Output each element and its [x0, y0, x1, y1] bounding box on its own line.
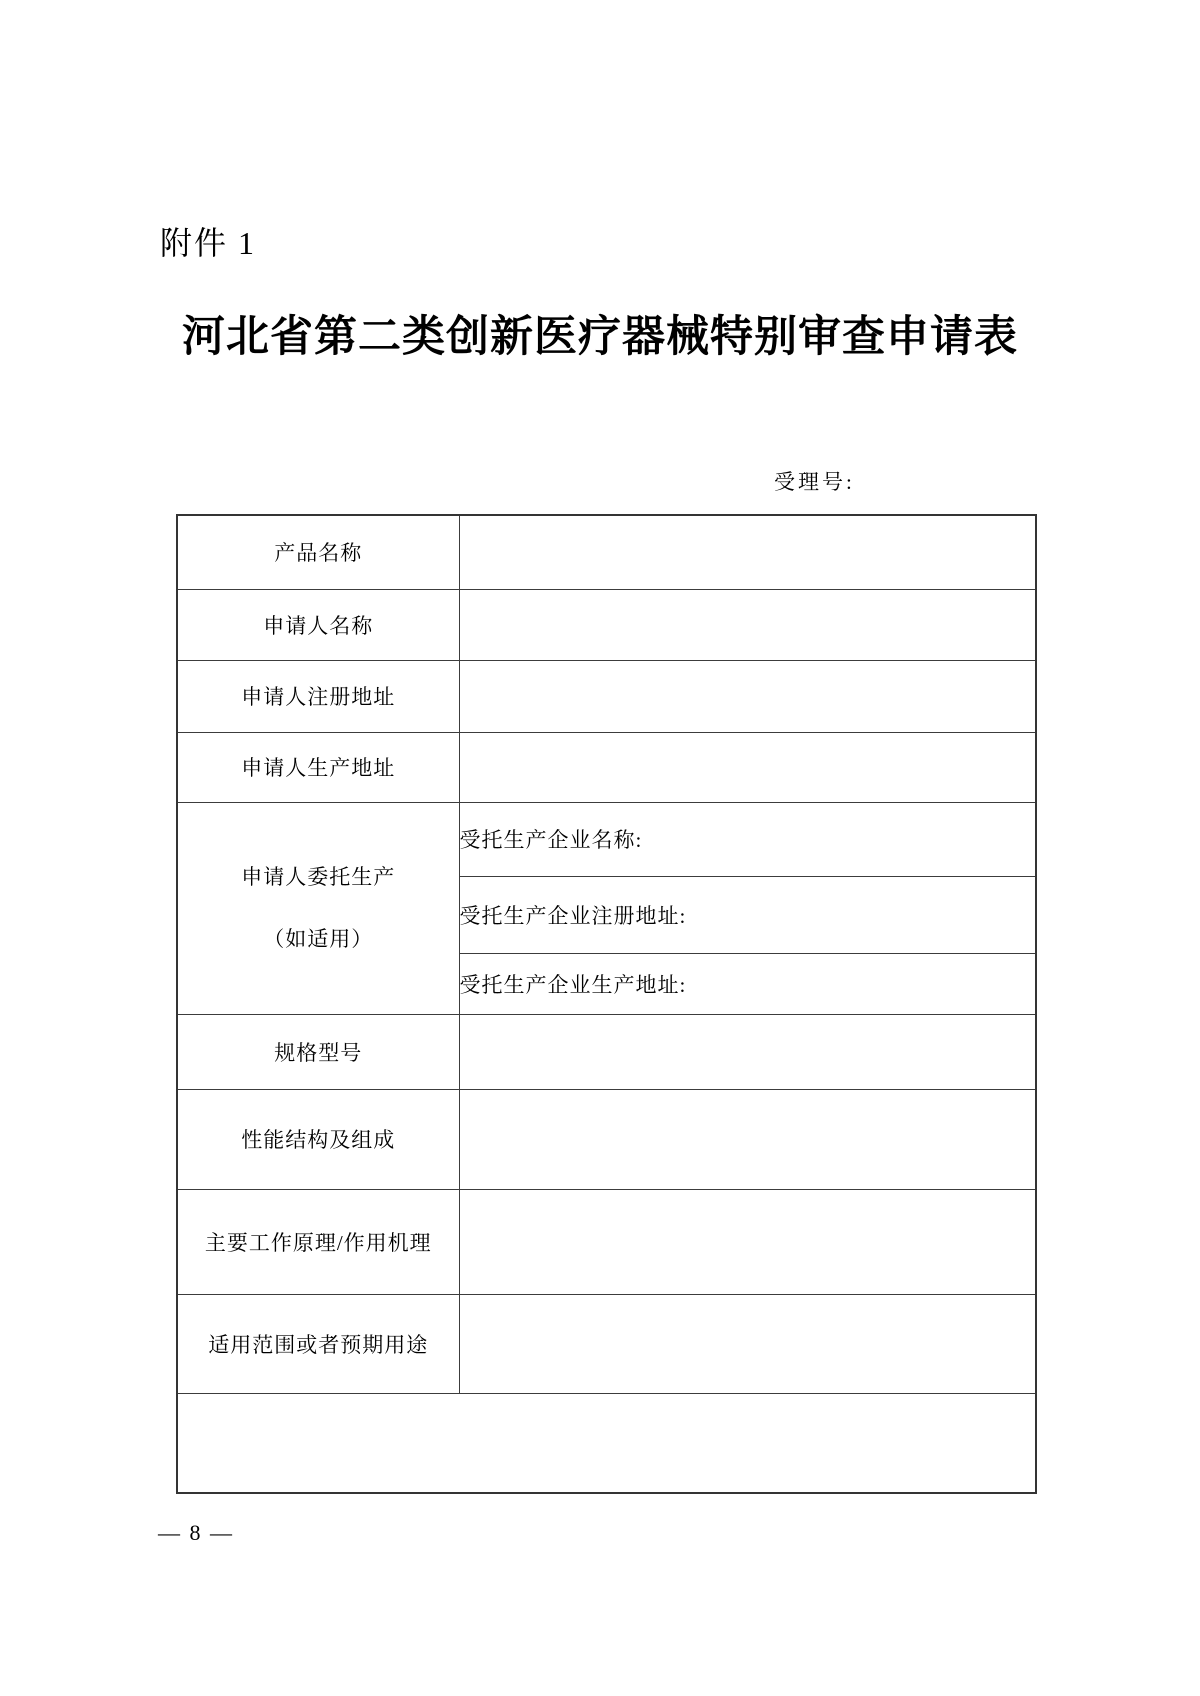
table-row-specification-model [177, 1014, 1036, 1089]
label-applicant-production-address: 申请人生产地址 [177, 732, 459, 802]
label-working-principle: 主要工作原理/作用机理 [177, 1189, 459, 1294]
cell-applicant-production-address-value [459, 732, 1036, 802]
attachment-label: 附件 1 [160, 225, 257, 261]
application-form-table [176, 514, 1037, 1494]
cell-performance-structure-value [459, 1089, 1036, 1189]
label-intended-use: 适用范围或者预期用途 [177, 1294, 459, 1393]
label-entrusted-production [177, 802, 459, 1014]
table-row-working-principle [177, 1189, 1036, 1294]
cell-product-name-value [459, 515, 1036, 589]
acceptance-number-label: 受理号: [774, 470, 855, 494]
table-row-entrusted-production [177, 802, 1036, 876]
table-row-applicant-registered-address [177, 660, 1036, 732]
label-entrusted-production-line2: （如适用） [263, 927, 374, 951]
page-number: — 8 — [158, 1520, 234, 1545]
table-row-applicant-name [177, 589, 1036, 660]
label-applicant-registered-address: 申请人注册地址 [177, 660, 459, 732]
label-performance-structure: 性能结构及组成 [177, 1089, 459, 1189]
cell-entrusted-production-address: 受托生产企业生产地址: [459, 953, 1036, 1014]
table-row-performance-structure [177, 1089, 1036, 1189]
table-row-product-name [177, 515, 1036, 589]
cell-specification-model-value [459, 1014, 1036, 1089]
label-entrusted-production-line1: 申请人委托生产 [241, 865, 396, 889]
label-applicant-name: 申请人名称 [177, 589, 459, 660]
cell-applicant-name-value [459, 589, 1036, 660]
cell-intended-use-value [459, 1294, 1036, 1393]
table-row-intended-use [177, 1294, 1036, 1393]
cell-working-principle-value [459, 1189, 1036, 1294]
table-row-applicant-production-address [177, 732, 1036, 802]
cell-applicant-registered-address-value [459, 660, 1036, 732]
page-title: 河北省第二类创新医疗器械特别审查申请表 [182, 314, 1018, 361]
cell-footer-empty [177, 1393, 1036, 1493]
cell-entrusted-manufacturer-name: 受托生产企业名称: [459, 802, 1036, 876]
label-specification-model: 规格型号 [177, 1014, 459, 1089]
table-row-footer-empty [177, 1393, 1036, 1493]
cell-entrusted-registered-address: 受托生产企业注册地址: [459, 876, 1036, 953]
label-product-name: 产品名称 [177, 515, 459, 589]
